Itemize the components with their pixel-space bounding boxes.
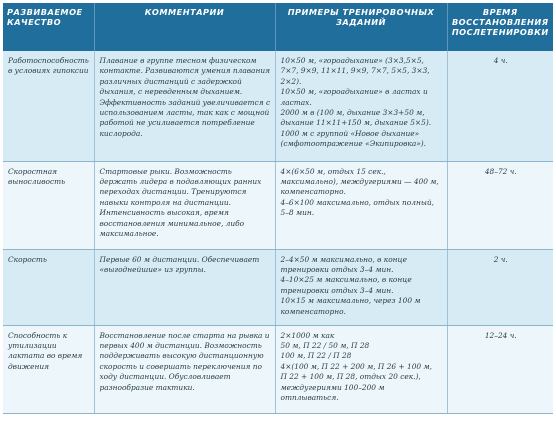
example-line: 4×(6×50 м, отдых 15 сек., максимально), междугериями — 400 м, компенсаторно. <box>280 166 439 197</box>
cell-comment: Восстановление после старта на рывка и первых 400 м дистанции. Возможность поддерживать высокую дистанционную скорость и совершать переключения по ходу дистанции. Обусловливает разнообразие тактики. <box>94 325 275 413</box>
header-quality: РАЗВИВАЕМОЕ КАЧЕСТВО <box>3 3 94 51</box>
cell-examples <box>275 325 447 413</box>
example-line: 1000 м с группой «Новое дыхание» (смфотоотражение «Экипировка»). <box>280 128 426 149</box>
example-line: 4×(100 м, П 22 + 200 м, П 26 + 100 м, <box>280 361 432 371</box>
header-examples: ПРИМЕРЫ ТРЕНИРОВОЧНЫХ ЗАДАНИЙ <box>275 3 447 51</box>
example-line: 100 м, П 22 / П 28 <box>280 351 352 361</box>
cell-recovery: 4 ч. <box>447 51 553 161</box>
cell-recovery: 12–24 ч. <box>447 325 553 413</box>
training-table-container <box>3 3 553 423</box>
cell-comment: Стартовые рыки. Возможность держать лидера в подавляющих ранних переходах дистанции. Тренируются навыки контроля на дистанции. Интенсивность высокая, время восстановления минимальное, либо максимальное. <box>94 161 275 249</box>
cell-examples <box>275 249 447 325</box>
cell-quality: Способность к утилизации лактата во время движения <box>3 325 94 413</box>
cell-examples <box>275 161 447 249</box>
example-line: 2–4×50 м максимально, в конце тренировки отдых 3–4 мин. <box>280 254 408 274</box>
example-line: 10×50 м, «гороадыхание» в ластах и ластах. <box>280 87 428 107</box>
training-table <box>3 3 553 414</box>
header-recovery: ВРЕМЯ ВОССТАНОВЛЕНИЯ ПОСЛЕТЕНИРОВКИ <box>447 3 553 51</box>
cell-recovery: 48–72 ч. <box>447 161 553 249</box>
example-line: 50 м, П 22 / 50 м, П 28 <box>280 340 370 350</box>
example-line: 10×15 м максимально, через 100 м компенсаторно. <box>280 296 421 316</box>
table-row <box>3 161 553 249</box>
example-line: 2000 м в (100 м, дыхание 3×3+50 м, дыхание 11×11+150 м, дыхание 5×5). <box>280 108 432 128</box>
cell-examples <box>275 51 447 161</box>
cell-comment: Первые 60 м дистанции. Обеспечивает «выгоднейшие» из группы. <box>94 249 275 325</box>
cell-quality: Работоспособность в условиях гипоксии <box>3 51 94 161</box>
example-line: П 22 + 100 м, П 28, отдых 20 сек.), <box>280 372 421 382</box>
header-row <box>3 3 553 51</box>
cell-recovery: 2 ч. <box>447 249 553 325</box>
table-row <box>3 51 553 161</box>
table-header <box>3 3 553 51</box>
header-comments: КОММЕНТАРИИ <box>94 3 275 51</box>
example-line: 10×50 м, «гороадыхание» (3×3,5×5, 7×7, 9×9, 11×11, 9×9, 7×7, 5×5, 3×3, 2×2). <box>280 56 430 86</box>
table-row <box>3 249 553 325</box>
cell-comment: Плавание в группе тесном физическом контакте. Развиваются умения плавания различных дистанций с задержкой дыхания, с неревденным дыханием. Эффективность заданий увеличивается с использованием ласты, так как с мощной работой не усиливается потребление кислорода. <box>94 51 275 161</box>
cell-quality: Скорость <box>3 249 94 325</box>
example-line: 4–10×25 м максимально, в конце тренировки отдых 3–4 мин. <box>280 275 412 295</box>
table-row <box>3 325 553 413</box>
example-line: междугериями 100–200 м отплываться. <box>280 382 385 402</box>
table-body <box>3 51 553 413</box>
example-line: 4–6×100 максимально, отдых полный, 5–8 мин. <box>280 197 434 218</box>
example-line: 2×1000 м как <box>280 330 335 340</box>
cell-quality: Скоростная выносливость <box>3 161 94 249</box>
